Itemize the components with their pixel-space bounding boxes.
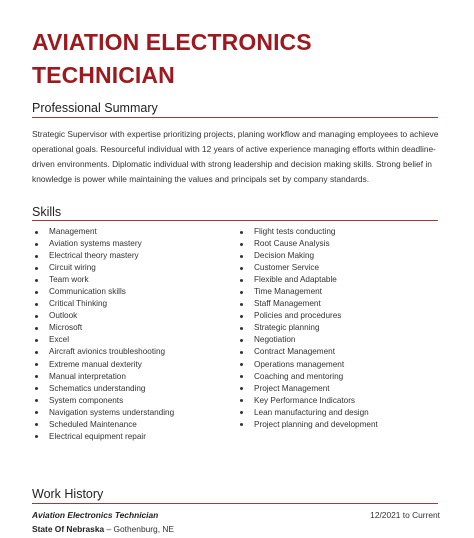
skill-item	[33, 286, 174, 298]
bullet-icon	[240, 411, 243, 414]
bullet-icon	[240, 231, 243, 234]
summary-divider	[32, 117, 438, 118]
skill-label: Lean manufacturing and design	[254, 407, 369, 417]
skill-item	[33, 407, 174, 419]
skill-label: Aircraft avionics troubleshooting	[49, 347, 166, 357]
bullet-icon	[35, 399, 38, 402]
bullet-icon	[35, 243, 38, 246]
skill-label: Extreme manual dexterity	[49, 359, 142, 369]
skill-label: Management	[49, 227, 97, 236]
skill-item	[238, 226, 378, 238]
skill-item	[33, 238, 174, 250]
skill-item	[238, 395, 378, 407]
bullet-icon	[35, 315, 38, 318]
skill-label: Decision Making	[254, 251, 315, 261]
job-dates: 12/2021 to Current	[370, 510, 440, 520]
bullet-icon	[240, 315, 243, 318]
bullet-icon	[240, 423, 243, 426]
bullet-icon	[35, 291, 38, 294]
bullet-icon	[35, 279, 38, 282]
skills-list-right	[238, 226, 378, 431]
skill-item	[33, 334, 174, 346]
skill-item	[33, 431, 174, 443]
skill-item	[238, 310, 378, 322]
skill-label: Aviation systems mastery	[49, 239, 142, 249]
skill-label: Policies and procedures	[254, 311, 342, 321]
job-employer-line	[32, 524, 174, 534]
bullet-icon	[35, 363, 38, 366]
bullet-icon	[35, 327, 38, 330]
skill-label: System components	[49, 395, 124, 405]
skill-item	[33, 226, 174, 238]
bullet-icon	[240, 387, 243, 390]
skill-item	[238, 419, 378, 431]
skill-label: Project Management	[254, 383, 330, 393]
skill-label: Customer Service	[254, 263, 320, 273]
bullet-icon	[240, 351, 243, 354]
skill-item	[33, 310, 174, 322]
work-history-heading: Work History	[32, 487, 104, 501]
bullet-icon	[240, 363, 243, 366]
skill-label: Project planning and development	[254, 419, 378, 429]
bullet-icon	[35, 435, 38, 438]
skill-label: Schematics understanding	[49, 383, 146, 393]
bullet-icon	[35, 267, 38, 270]
skill-label: Operations management	[254, 359, 345, 369]
bullet-icon	[35, 423, 38, 426]
skill-label: Manual interpretation	[49, 371, 126, 381]
work-history-divider	[32, 503, 438, 504]
bullet-icon	[240, 399, 243, 402]
skill-label: Electrical equipment repair	[49, 431, 146, 441]
name-line-1: AVIATION ELECTRONICS	[32, 29, 312, 55]
skill-item	[238, 359, 378, 371]
skill-label: Contract Management	[254, 347, 336, 357]
skill-item	[238, 407, 378, 419]
skill-item	[33, 250, 174, 262]
skill-label: Scheduled Maintenance	[49, 419, 137, 429]
skill-item	[33, 371, 174, 383]
bullet-icon	[240, 255, 243, 258]
skill-item	[33, 274, 174, 286]
skill-item	[238, 274, 378, 286]
bullet-icon	[35, 411, 38, 414]
skill-label: Flexible and Adaptable	[254, 275, 337, 285]
job-title: Aviation Electronics Technician	[32, 510, 159, 520]
summary-heading: Professional Summary	[32, 101, 158, 115]
skill-item	[33, 322, 174, 334]
job-separator: –	[104, 524, 114, 534]
skill-label: Flight tests conducting	[254, 227, 336, 236]
skill-item	[238, 383, 378, 395]
skill-label: Navigation systems understanding	[49, 407, 175, 417]
skill-item	[33, 419, 174, 431]
skill-label: Negotiation	[254, 335, 296, 345]
bullet-icon	[240, 279, 243, 282]
bullet-icon	[240, 339, 243, 342]
skill-item	[33, 298, 174, 310]
summary-text: Strategic Supervisor with expertise prioritizing projects, planing workflow and managing employees to achieve operational goals. Resourceful individual with 12 years of active experience managing efforts within deadline-driven environments. Diplomatic individual with strong leadership and decision making skills. Strong belief in knowledge is power while maintaining the values and principals set by company standards.	[32, 129, 439, 184]
skill-label: Electrical theory mastery	[49, 251, 139, 261]
bullet-icon	[35, 387, 38, 390]
bullet-icon	[35, 231, 38, 234]
bullet-icon	[35, 303, 38, 306]
skill-item	[238, 298, 378, 310]
name-line-2: TECHNICIAN	[32, 62, 175, 88]
skill-label: Team work	[49, 275, 89, 285]
skill-label: Strategic planning	[254, 323, 320, 333]
skill-label: Staff Management	[254, 299, 321, 309]
bullet-icon	[35, 255, 38, 258]
skill-item	[33, 383, 174, 395]
job-employer: State Of Nebraska	[32, 524, 105, 534]
skill-item	[238, 334, 378, 346]
bullet-icon	[35, 351, 38, 354]
skill-label: Microsoft	[49, 323, 83, 333]
skills-list-left	[33, 226, 174, 443]
skill-label: Critical Thinking	[49, 299, 108, 309]
skill-item	[33, 346, 174, 358]
skill-label: Time Management	[254, 287, 322, 297]
bullet-icon	[240, 267, 243, 270]
skill-label: Communication skills	[49, 287, 126, 297]
bullet-icon	[240, 303, 243, 306]
skill-item	[238, 371, 378, 383]
skill-label: Outlook	[49, 311, 78, 321]
bullet-icon	[35, 339, 38, 342]
skill-item	[238, 346, 378, 358]
skill-item	[238, 262, 378, 274]
skills-heading: Skills	[32, 205, 62, 219]
skill-item	[238, 286, 378, 298]
bullet-icon	[240, 375, 243, 378]
job-location: Gothenburg, NE	[113, 524, 174, 534]
bullet-icon	[240, 327, 243, 330]
bullet-icon	[240, 291, 243, 294]
skill-item	[238, 250, 378, 262]
skill-label: Coaching and mentoring	[254, 371, 344, 381]
bullet-icon	[240, 243, 243, 246]
skill-label: Key Performance Indicators	[254, 395, 356, 405]
skill-item	[33, 395, 174, 407]
skill-label: Circuit wiring	[49, 263, 96, 273]
skill-item	[238, 238, 378, 250]
skills-divider	[32, 220, 438, 221]
skill-item	[33, 359, 174, 371]
skill-item	[33, 262, 174, 274]
skill-item	[238, 322, 378, 334]
skill-label: Root Cause Analysis	[254, 239, 330, 249]
bullet-icon	[35, 375, 38, 378]
skill-label: Excel	[49, 335, 70, 345]
candidate-name	[32, 26, 312, 92]
